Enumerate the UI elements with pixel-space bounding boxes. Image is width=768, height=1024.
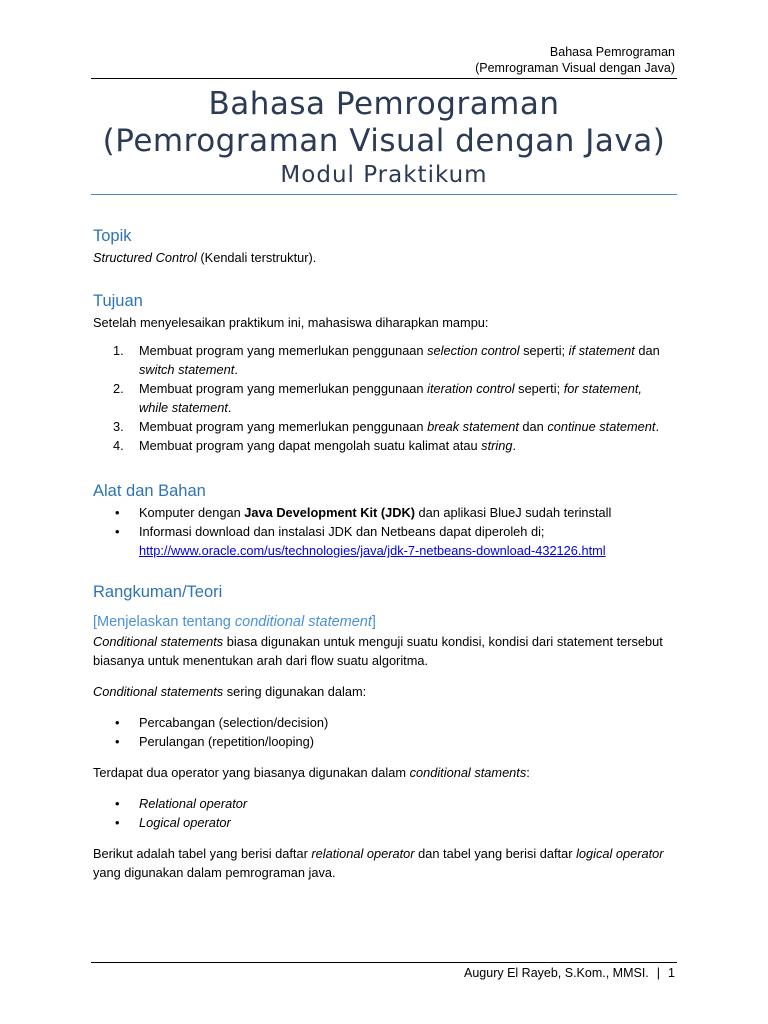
list-item: • Percabangan (selection/decision) (115, 715, 329, 730)
jdk-download-link[interactable]: http://www.oracle.com/us/technologies/java/jdk-7-netbeans-download-432126.html (139, 543, 606, 558)
tujuan-intro: Setelah menyelesaikan praktikum ini, mahasiswa diharapkan mampu: (93, 315, 489, 330)
alat-list (93, 503, 683, 560)
bullet-icon: • (115, 505, 120, 520)
bullet-icon: • (115, 734, 120, 749)
section-heading-rangkuman-teori: Rangkuman/Teori (93, 583, 223, 601)
teori-paragraph-2: Conditional statements sering digunakan dalam: (93, 684, 367, 699)
section-heading-tujuan: Tujuan (93, 292, 143, 310)
list-item: 2. Membuat program yang memerlukan penggunaan iteration control seperti; for statement, while statement. (113, 381, 642, 415)
title-divider (91, 194, 677, 195)
list-item: 3. Membuat program yang memerlukan penggunaan break statement dan continue statement. (113, 419, 660, 434)
teori-paragraph-3: Terdapat dua operator yang biasanya digunakan dalam conditional staments: (93, 765, 530, 780)
list-item: • Informasi download dan instalasi JDK dan Netbeans dapat diperoleh di; http://www.oracle.com/us/technologies/java/jdk-7-netbeans-download-432126.html (115, 524, 606, 558)
footer-author: Augury El Rayeb, S.Kom., MMSI. (464, 966, 649, 980)
list-item: • Relational operator (115, 796, 248, 811)
running-header (475, 44, 675, 76)
footer-separator: | (656, 966, 661, 980)
document-body (93, 224, 683, 882)
section-heading-topik: Topik (93, 227, 132, 245)
bullet-icon: • (115, 524, 120, 539)
section-heading-alat-dan-bahan: Alat dan Bahan (93, 482, 206, 500)
list-item: • Komputer dengan Java Development Kit (JDK) dan aplikasi BlueJ sudah terinstall (115, 505, 612, 520)
list-item: 4. Membuat program yang dapat mengolah suatu kalimat atau string. (113, 438, 517, 453)
page-number: 1 (668, 966, 675, 980)
teori-paragraph-4: Berikut adalah tabel yang berisi daftar relational operator dan tabel yang berisi daftar logical operator yang digunakan dalam pemrograman java. (93, 846, 664, 880)
document-title (91, 86, 677, 189)
teori-paragraph-1: Conditional statements biasa digunakan untuk menguji suatu kondisi, kondisi dari statement tersebut biasanya untuk menentukan arah dari flow suatu algoritma. (93, 634, 663, 668)
running-header-line1: Bahasa Pemrograman (549, 45, 675, 59)
operator-list (93, 794, 683, 832)
title-line1: Bahasa Pemrograman (208, 86, 560, 122)
bullet-icon: • (115, 815, 120, 830)
footer-divider (91, 962, 677, 963)
bullet-icon: • (115, 715, 120, 730)
running-header-line2: (Pemrograman Visual dengan Java) (475, 61, 675, 75)
usage-list (93, 713, 683, 751)
tujuan-list (93, 341, 683, 455)
bullet-icon: • (115, 796, 120, 811)
topik-text: Structured Control (Kendali terstruktur). (93, 250, 317, 265)
page-footer (464, 966, 675, 980)
list-item: 1. Membuat program yang memerlukan penggunaan selection control seperti; if statement dan switch statement. (113, 343, 660, 377)
subsection-heading-conditional: [Menjelaskan tentang conditional statement] (93, 614, 376, 630)
list-item: • Perulangan (repetition/looping) (115, 734, 315, 749)
list-item: • Logical operator (115, 815, 231, 830)
title-line2: (Pemrograman Visual dengan Java) (102, 123, 666, 159)
header-divider (91, 78, 677, 79)
document-subtitle: Modul Praktikum (280, 162, 488, 188)
